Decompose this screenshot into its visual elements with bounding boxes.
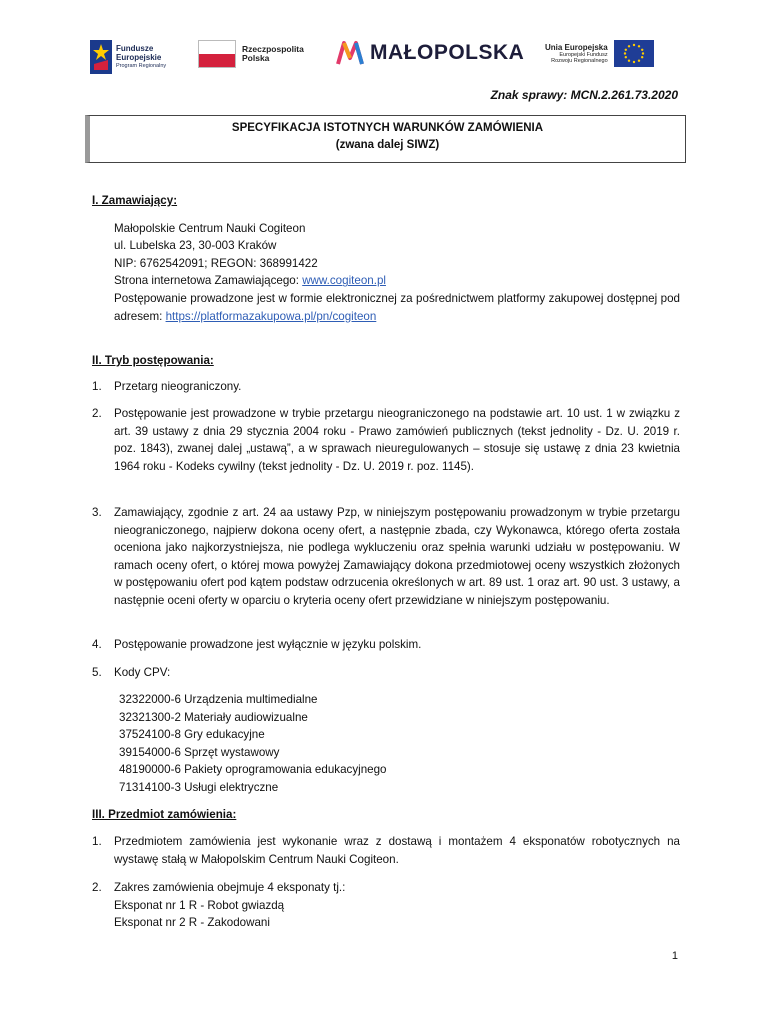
tryb-item-4	[92, 636, 680, 654]
item-text: Przedmiotem zamówienia jest wykonanie wraz z dostawą i montażem 4 eksponatów robotycznych na wystawę stałą w Małopolskim Centrum Nauki Cogiteon.	[114, 835, 680, 866]
document-subtitle: (zwana dalej SIWZ)	[335, 139, 440, 151]
tryb-item-5	[92, 664, 680, 682]
fe-line1: Fundusze	[116, 43, 154, 53]
logo-bar	[90, 40, 680, 80]
eu-flag-icon	[614, 40, 654, 67]
item-number: 2.	[92, 881, 102, 894]
platform-text: Postępowanie prowadzone jest w formie elektronicznej za pośrednictwem platformy zakupowej dostępnej pod adresem:	[114, 291, 680, 323]
item-number: 1.	[92, 380, 102, 393]
section-heading: I. Zamawiający:	[92, 194, 178, 207]
section-heading: III. Przedmiot zamówienia:	[92, 808, 237, 821]
malopolska-m-icon	[336, 40, 364, 66]
item-text: Postępowanie jest prowadzone w trybie przetargu nieograniczonego na podstawie art. 10 ust. 1 w związku z art. 39 ustawy z dnia 29 stycznia 2004 roku - Prawo zamówień publicznych (tekst jednolity - Dz. U. 2019 r. poz. 1843), zwanej dalej „ustawą”, a w sprawach nieuregulowanych – stosuje się ustawę z dnia 23 kwietnia 1964 roku - Kodeks cywilny (tekst jednolity - Dz. U. 2019 r. poz. 1145).	[114, 407, 680, 473]
rzeczpospolita-polska-logo	[198, 40, 304, 68]
przedmiot-item-2	[92, 879, 680, 932]
orderer-address: ul. Lubelska 23, 30-003 Kraków	[114, 239, 277, 253]
unia-europejska-logo	[545, 40, 654, 67]
fe-line2: Europejskie	[116, 52, 162, 62]
title-box	[85, 115, 686, 163]
item-text: Przetarg nieograniczony.	[114, 380, 242, 393]
page-number: 1	[671, 950, 678, 962]
document-title: SPECYFIKACJA ISTOTNYCH WARUNKÓW ZAMÓWIENIA	[231, 122, 544, 134]
platform-paragraph	[92, 290, 680, 325]
tryb-item-1	[92, 378, 680, 396]
tryb-item-2	[92, 405, 680, 475]
website-link[interactable]: www.cogiteon.pl	[302, 274, 386, 288]
section-tryb	[92, 352, 680, 370]
orderer-ids: NIP: 6762542091; REGON: 368991422	[114, 256, 318, 270]
cpv-code: 39154000-6 Sprzęt wystawowy	[119, 745, 280, 759]
malopolska-text: MAŁOPOLSKA	[370, 41, 525, 64]
website-label: Strona internetowa Zamawiającego:	[114, 274, 303, 288]
item-number: 4.	[92, 638, 102, 651]
ue-line2: Europejski Fundusz	[559, 51, 608, 58]
item-text: Zamawiający, zgodnie z art. 24 aa ustawy Pzp, w niniejszym postępowaniu prowadzonym w trybie przetargu nieograniczonego, najpierw dokona oceny ofert, a następnie zbada, czy Wykonawca, którego oferta została oceniona jako najkorzystniejsza, nie podlega wykluczeniu oraz spełnia warunki udziału w postępowaniu. W ramach oceny ofert, o której mowa powyżej Zamawiający dokona przedmiotowej oceny wszystkich złożonych w postępowaniu ofert pod kątem podstaw odrzucenia określonych w art. 89 ust. 1 oraz art. 90 ust. 3 ustawy, a następnie oceni oferty w oparciu o kryteria oceny ofert przewidziane w niniejszym postępowaniu.	[114, 506, 680, 607]
cpv-code: 32322000-6 Urządzenia multimedialne	[119, 693, 318, 706]
item-text: Zakres zamówienia obejmuje 4 eksponaty tj.:	[114, 881, 346, 894]
section-przedmiot	[92, 806, 680, 824]
ue-line3: Rozwoju Regionalnego	[551, 57, 608, 64]
platform-link[interactable]: https://platformazakupowa.pl/pn/cogiteon	[165, 309, 377, 323]
exhibit-item: Eksponat nr 1 R - Robot gwiazdą	[114, 898, 285, 912]
item-number: 1.	[92, 835, 102, 848]
poland-flag-icon	[198, 40, 236, 68]
website-line	[92, 272, 680, 290]
przedmiot-item-1	[92, 833, 680, 868]
rp-line2: Polska	[242, 53, 270, 63]
orderer-name: Małopolskie Centrum Nauki Cogiteon	[114, 221, 306, 235]
tryb-item-3	[92, 504, 680, 610]
section-zamawiajacy	[92, 192, 680, 325]
section-heading: II. Tryb postępowania:	[92, 354, 214, 367]
item-text: Postępowanie prowadzone jest wyłącznie w języku polskim.	[114, 638, 422, 651]
item-number: 2.	[92, 407, 102, 420]
fe-star-icon	[90, 40, 112, 74]
item-number: 5.	[92, 666, 102, 679]
cpv-code: 32321300-2 Materiały audiowizualne	[119, 710, 308, 724]
fundusze-europejskie-logo	[90, 40, 166, 74]
fe-line3: Program Regionalny	[116, 62, 167, 69]
cpv-list	[92, 691, 707, 797]
case-number: Znak sprawy: MCN.2.261.73.2020	[490, 88, 678, 102]
exhibit-item: Eksponat nr 2 R - Zakodowani	[114, 916, 270, 930]
cpv-code: 48190000-6 Pakiety oprogramowania edukacyjnego	[119, 763, 387, 777]
cpv-code: 71314100-3 Usługi elektryczne	[119, 780, 279, 794]
ue-line1: Unia Europejska	[545, 42, 608, 52]
rp-line1: Rzeczpospolita	[242, 44, 304, 54]
cpv-code: 37524100-8 Gry edukacyjne	[119, 728, 265, 742]
item-number: 3.	[92, 506, 102, 519]
malopolska-logo	[336, 40, 524, 66]
item-text: Kody CPV:	[114, 666, 171, 679]
